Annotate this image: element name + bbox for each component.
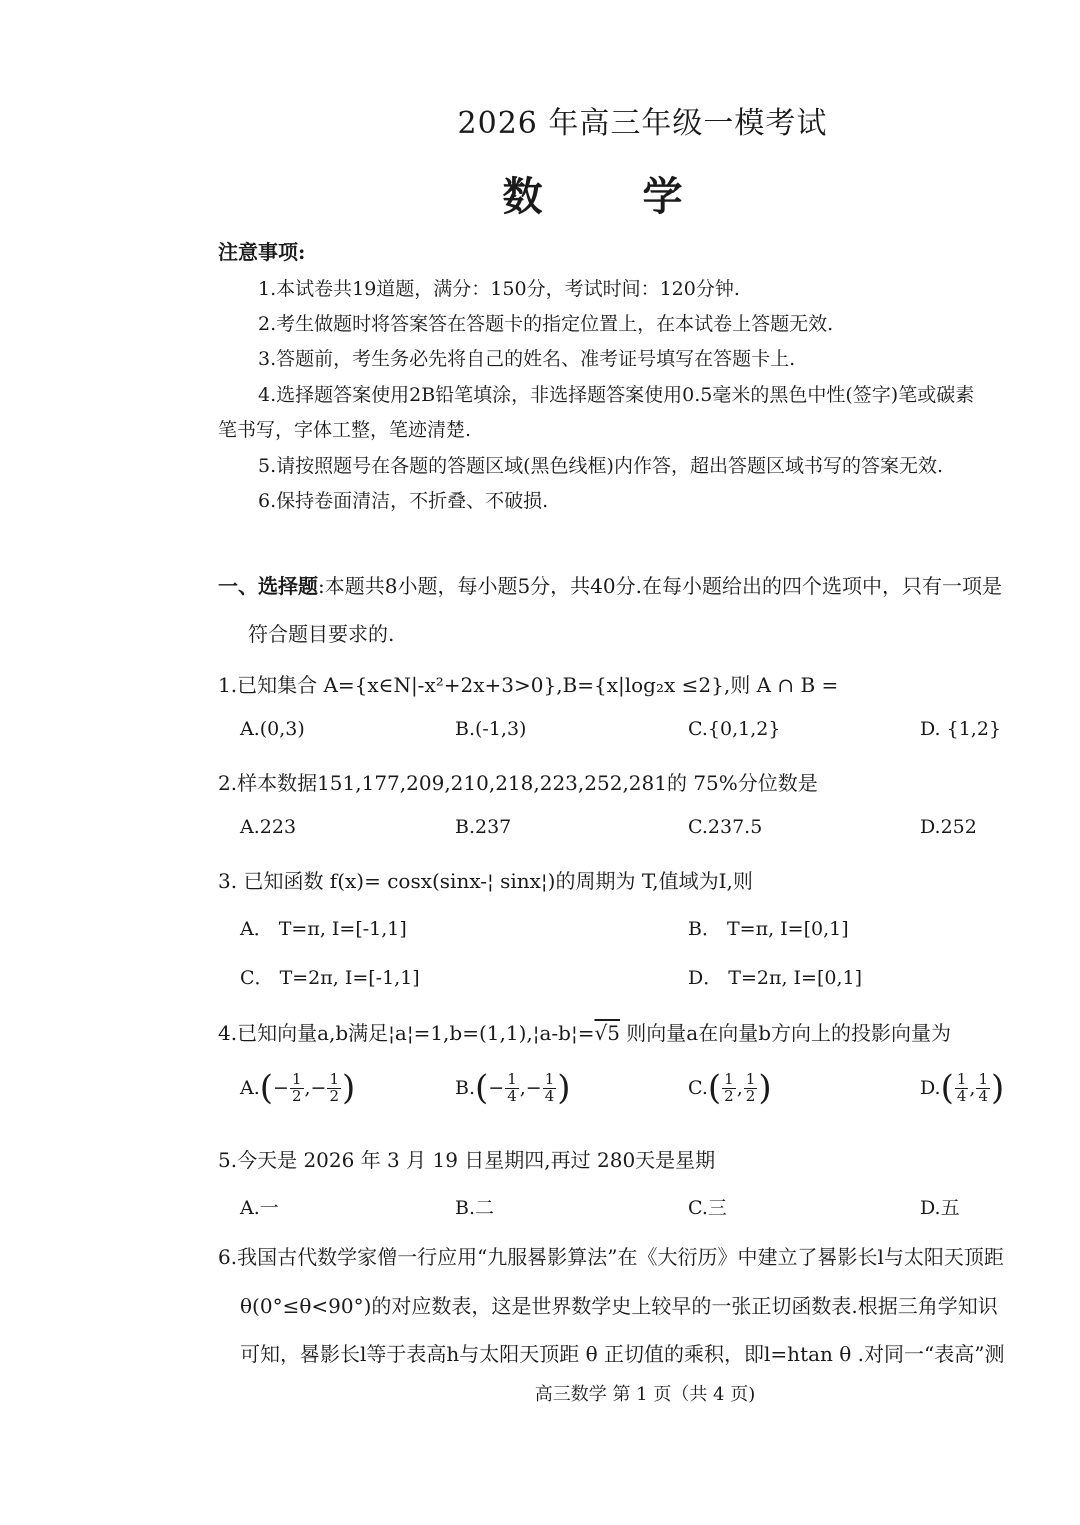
- question-6-line-3: 可知，晷影长l等于表高h与太阳天顶距 θ 正切值的乘积，即l=htan θ .对同一“表高”测: [240, 1342, 1005, 1366]
- note-item-3: 3.答题前，考生务必先将自己的姓名、准考证号填写在答题卡上.: [258, 348, 796, 370]
- section1-desc: :本题共8小题，每小题5分，共40分.在每小题给出的四个选项中，只有一项是: [318, 574, 1002, 598]
- section1-line2: 符合题目要求的.: [248, 622, 395, 646]
- y-denominator: 2: [329, 1086, 340, 1105]
- y-numerator: 1: [978, 1069, 989, 1088]
- option-label: C.: [688, 1077, 708, 1099]
- question-1-option-d: D. {1,2}: [920, 718, 1002, 740]
- x-numerator: 1: [291, 1069, 302, 1088]
- y-numerator: 1: [745, 1069, 756, 1088]
- question-6-line-2: θ(0°≤θ<90°)的对应数表，这是世界数学史上较早的一张正切函数表.根据三角学知识: [240, 1294, 998, 1318]
- note-item-4: 4.选择题答案使用2B铅笔填涂，非选择题答案使用0.5毫米的黑色中性(签字)笔或碳素: [258, 384, 975, 406]
- question-2-option-b: B.237: [455, 816, 512, 838]
- question-4-option-d: D. ( $\frac{1}{4}$ , $\frac{1}{4}$ ): [920, 1068, 1005, 1108]
- question-5-option-c: C.三: [688, 1197, 727, 1219]
- x-sign: −: [273, 1077, 289, 1099]
- y-denominator: 4: [544, 1086, 555, 1105]
- question-3-stem: 3. 已知函数 f(x)= cosx(sinx-¦ sinx¦)的周期为 T,值域为I,则: [218, 869, 753, 893]
- x-denominator: 4: [507, 1086, 517, 1105]
- y-denominator: 4: [978, 1086, 989, 1105]
- x-sign: −: [488, 1077, 505, 1099]
- question-3-option-a: A． T=π, I=[-1,1]: [240, 918, 407, 940]
- option-label: A.: [240, 1077, 260, 1099]
- question-1-option-a: A.(0,3): [240, 718, 305, 740]
- note-item-4-cont: 笔书写，字体工整，笔迹清楚.: [218, 419, 472, 441]
- note-item-6: 6.保持卷面清洁，不折叠、不破损.: [258, 490, 549, 512]
- question-5-option-b: B.二: [455, 1197, 495, 1219]
- question-2-option-c: C.237.5: [688, 816, 763, 838]
- section1-heading: 一、选择题: [218, 574, 318, 598]
- y-denominator: 2: [745, 1086, 756, 1105]
- question-1-stem: 1.已知集合 A={x∈N|-x²+2x+3>0},B={x|log₂x ≤2},则 A ∩ B =: [218, 673, 839, 697]
- page-footer: 高三数学 第 1 页（共 4 页): [534, 1384, 756, 1405]
- question-2-option-a: A.223: [240, 816, 297, 838]
- question-3-option-b: B． T=π, I=[0,1]: [688, 918, 849, 940]
- note-item-5: 5.请按照题号在各题的答题区域(黑色线框)内作答，超出答题区域书写的答案无效.: [258, 455, 943, 477]
- section1-line1: [218, 570, 1002, 599]
- question-5-option-a: A.一: [240, 1197, 279, 1219]
- question-4-stem-sqrt: √5: [594, 1021, 620, 1045]
- question-4-option-a: A. ( − $\frac{1}{2}$ , − $\frac{1}{2}$ ): [240, 1068, 356, 1108]
- question-3-option-c: C． T=2π, I=[-1,1]: [240, 967, 420, 989]
- option-label: B.: [455, 1077, 476, 1099]
- y-numerator: 1: [329, 1069, 340, 1088]
- notes-heading: 注意事项:: [218, 240, 306, 264]
- question-4-option-b: B. ( − $\frac{1}{4}$ , − $\frac{1}{4}$ ): [455, 1068, 571, 1108]
- x-numerator: 1: [507, 1069, 517, 1088]
- question-3-option-d: D． T=2π, I=[0,1]: [688, 967, 862, 989]
- question-4-stem-a: 4.已知向量a,b满足¦a¦=1,b=(1,1),¦a-b¦=: [218, 1021, 595, 1045]
- question-1-option-b: B.(-1,3): [455, 718, 527, 740]
- question-6-line-1: 6.我国古代数学家僧一行应用“九服晷影算法”在《大衍历》中建立了晷影长l与太阳天顶距: [218, 1245, 1004, 1269]
- question-4-option-c: C. ( $\frac{1}{2}$ , $\frac{1}{2}$ ): [688, 1068, 772, 1108]
- question-2-stem: 2.样本数据151,177,209,210,218,223,252,281的 75%分位数是: [218, 771, 818, 795]
- subject-title: 数学: [502, 173, 783, 220]
- x-numerator: 1: [724, 1069, 734, 1088]
- question-1-option-c: C.{0,1,2}: [688, 718, 781, 740]
- question-5-option-d: D.五: [920, 1197, 960, 1219]
- x-denominator: 4: [956, 1086, 967, 1105]
- question-4-stem: [218, 1017, 951, 1046]
- y-sign: −: [525, 1077, 542, 1099]
- exam-title: 2026 年高三年级一模考试: [457, 106, 828, 141]
- note-item-1: 1.本试卷共19道题，满分：150分，考试时间：120分钟.: [258, 278, 740, 300]
- y-numerator: 1: [544, 1069, 555, 1088]
- x-numerator: 1: [956, 1069, 967, 1088]
- note-item-2: 2.考生做题时将答案答在答题卡的指定位置上，在本试卷上答题无效.: [258, 313, 834, 335]
- question-2-option-d: D.252: [920, 816, 977, 838]
- option-label: D.: [920, 1077, 941, 1099]
- question-5-stem: 5.今天是 2026 年 3 月 19 日星期四,再过 280天是星期: [218, 1148, 716, 1172]
- question-4-stem-b: 则向量a在向量b方向上的投影向量为: [619, 1021, 952, 1045]
- x-denominator: 2: [724, 1086, 734, 1105]
- x-denominator: 2: [291, 1086, 302, 1105]
- y-sign: −: [310, 1077, 327, 1099]
